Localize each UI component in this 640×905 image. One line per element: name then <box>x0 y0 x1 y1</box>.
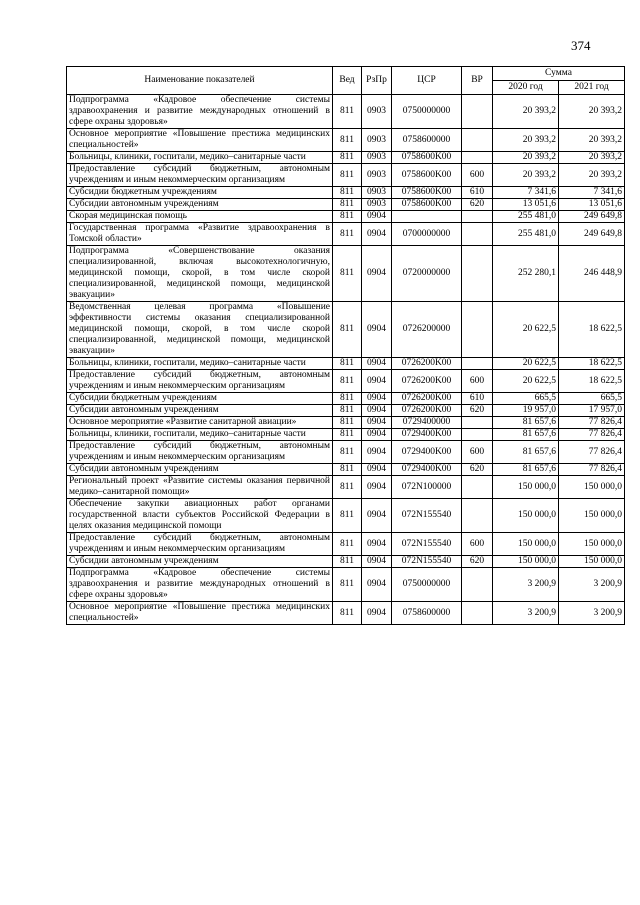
name-cell: Субсидии автономным учреждениям <box>67 199 333 211</box>
table-row <box>67 405 625 417</box>
rzpr-cell: 0903 <box>362 152 392 164</box>
rzpr-cell: 0904 <box>362 223 392 246</box>
name-cell: Предоставление субсидий бюджетным, автономным учреждениям и иным некоммерческим организациям <box>67 441 333 464</box>
sum-2021-cell: 77 826,4 <box>559 464 625 476</box>
header-name: Наименование показателей <box>67 67 333 95</box>
sum-2020-cell: 81 657,6 <box>493 429 559 441</box>
vr-cell: 600 <box>462 533 493 556</box>
csr-cell: 0750000000 <box>392 95 462 129</box>
rzpr-cell: 0904 <box>362 476 392 499</box>
table-row <box>67 358 625 370</box>
sum-2020-cell: 20 393,2 <box>493 95 559 129</box>
name-cell: Субсидии автономным учреждениям <box>67 405 333 417</box>
vr-cell: 620 <box>462 556 493 568</box>
csr-cell: 0758600K00 <box>392 152 462 164</box>
sum-2021-cell: 150 000,0 <box>559 499 625 533</box>
sum-2020-cell: 150 000,0 <box>493 533 559 556</box>
vr-cell: 620 <box>462 199 493 211</box>
sum-2020-cell: 81 657,6 <box>493 417 559 429</box>
name-cell: Подпрограмма «Кадровое обеспечение системы здравоохранения и развитие международных отношений в сфере охраны здоровья» <box>67 95 333 129</box>
csr-cell <box>392 211 462 223</box>
sum-2020-cell: 20 393,2 <box>493 152 559 164</box>
ved-cell: 811 <box>333 533 362 556</box>
sum-2020-cell: 252 280,1 <box>493 246 559 302</box>
csr-cell: 0758600K00 <box>392 187 462 199</box>
name-cell: Региональный проект «Развитие системы оказания первичной медико–санитарной помощи» <box>67 476 333 499</box>
sum-2020-cell: 13 051,6 <box>493 199 559 211</box>
ved-cell: 811 <box>333 152 362 164</box>
ved-cell: 811 <box>333 246 362 302</box>
sum-2021-cell: 77 826,4 <box>559 429 625 441</box>
vr-cell: 620 <box>462 464 493 476</box>
sum-2021-cell: 18 622,5 <box>559 302 625 358</box>
sum-2021-cell: 7 341,6 <box>559 187 625 199</box>
ved-cell: 811 <box>333 199 362 211</box>
csr-cell: 0726200K00 <box>392 393 462 405</box>
rzpr-cell: 0904 <box>362 246 392 302</box>
table-row <box>67 602 625 625</box>
sum-2020-cell: 20 622,5 <box>493 302 559 358</box>
rzpr-cell: 0904 <box>362 441 392 464</box>
table-row <box>67 499 625 533</box>
budget-table <box>66 66 625 625</box>
ved-cell: 811 <box>333 441 362 464</box>
rzpr-cell: 0903 <box>362 199 392 211</box>
vr-cell: 600 <box>462 441 493 464</box>
ved-cell: 811 <box>333 405 362 417</box>
sum-2021-cell: 249 649,8 <box>559 223 625 246</box>
vr-cell <box>462 302 493 358</box>
name-cell: Основное мероприятие «Повышение престижа медицинских специальностей» <box>67 602 333 625</box>
vr-cell <box>462 211 493 223</box>
table-row <box>67 95 625 129</box>
ved-cell: 811 <box>333 464 362 476</box>
header-year-2020: 2020 год <box>493 81 559 95</box>
csr-cell: 0758600000 <box>392 602 462 625</box>
header-sum: Сумма <box>493 67 625 81</box>
sum-2021-cell: 246 448,9 <box>559 246 625 302</box>
vr-cell: 600 <box>462 164 493 187</box>
sum-2021-cell: 18 622,5 <box>559 358 625 370</box>
csr-cell: 0729400K00 <box>392 429 462 441</box>
csr-cell: 0750000000 <box>392 568 462 602</box>
vr-cell <box>462 358 493 370</box>
csr-cell: 0758600K00 <box>392 164 462 187</box>
rzpr-cell: 0903 <box>362 187 392 199</box>
sum-2021-cell: 3 200,9 <box>559 568 625 602</box>
rzpr-cell: 0904 <box>362 370 392 393</box>
csr-cell: 0726200000 <box>392 302 462 358</box>
table-header <box>67 67 625 95</box>
ved-cell: 811 <box>333 429 362 441</box>
ved-cell: 811 <box>333 417 362 429</box>
csr-cell: 0700000000 <box>392 223 462 246</box>
name-cell: Обеспечение закупки авиационных работ органами государственной власти субъектов Российской Федерации в целях оказания медицинской помощи <box>67 499 333 533</box>
page-number: 374 <box>571 38 591 53</box>
vr-cell: 620 <box>462 405 493 417</box>
table-body <box>67 95 625 625</box>
name-cell: Предоставление субсидий бюджетным, автономным учреждениям и иным некоммерческим организациям <box>67 370 333 393</box>
rzpr-cell: 0904 <box>362 211 392 223</box>
sum-2020-cell: 3 200,9 <box>493 602 559 625</box>
table-row <box>67 464 625 476</box>
csr-cell: 0758600000 <box>392 129 462 152</box>
sum-2021-cell: 249 649,8 <box>559 211 625 223</box>
rzpr-cell: 0904 <box>362 533 392 556</box>
vr-cell: 610 <box>462 187 493 199</box>
sum-2020-cell: 81 657,6 <box>493 464 559 476</box>
ved-cell: 811 <box>333 211 362 223</box>
csr-cell: 0758600K00 <box>392 199 462 211</box>
table-row <box>67 199 625 211</box>
vr-cell <box>462 129 493 152</box>
csr-cell: 072N155540 <box>392 533 462 556</box>
name-cell: Скорая медицинская помощь <box>67 211 333 223</box>
header-csr: ЦСР <box>392 67 462 95</box>
ved-cell: 811 <box>333 95 362 129</box>
csr-cell: 0726200K00 <box>392 358 462 370</box>
sum-2020-cell: 20 393,2 <box>493 129 559 152</box>
ved-cell: 811 <box>333 302 362 358</box>
vr-cell <box>462 95 493 129</box>
name-cell: Субсидии автономным учреждениям <box>67 464 333 476</box>
vr-cell <box>462 499 493 533</box>
name-cell: Больницы, клиники, госпитали, медико–санитарные части <box>67 358 333 370</box>
csr-cell: 0729400K00 <box>392 441 462 464</box>
name-cell: Подпрограмма «Кадровое обеспечение системы здравоохранения и развитие международных отношений в сфере охраны здоровья» <box>67 568 333 602</box>
sum-2020-cell: 7 341,6 <box>493 187 559 199</box>
sum-2021-cell: 18 622,5 <box>559 370 625 393</box>
name-cell: Субсидии бюджетным учреждениям <box>67 393 333 405</box>
vr-cell: 610 <box>462 393 493 405</box>
sum-2020-cell: 19 957,0 <box>493 405 559 417</box>
table-row <box>67 164 625 187</box>
table-row <box>67 370 625 393</box>
sum-2020-cell: 20 393,2 <box>493 164 559 187</box>
ved-cell: 811 <box>333 223 362 246</box>
sum-2021-cell: 20 393,2 <box>559 152 625 164</box>
vr-cell <box>462 568 493 602</box>
sum-2020-cell: 150 000,0 <box>493 476 559 499</box>
sum-2020-cell: 255 481,0 <box>493 211 559 223</box>
ved-cell: 811 <box>333 164 362 187</box>
rzpr-cell: 0904 <box>362 429 392 441</box>
sum-2020-cell: 255 481,0 <box>493 223 559 246</box>
name-cell: Предоставление субсидий бюджетным, автономным учреждениям и иным некоммерческим организациям <box>67 164 333 187</box>
ved-cell: 811 <box>333 568 362 602</box>
table-row <box>67 417 625 429</box>
sum-2021-cell: 150 000,0 <box>559 476 625 499</box>
vr-cell <box>462 246 493 302</box>
vr-cell <box>462 417 493 429</box>
table-row <box>67 223 625 246</box>
vr-cell <box>462 476 493 499</box>
table-row <box>67 152 625 164</box>
name-cell: Больницы, клиники, госпитали, медико–санитарные части <box>67 152 333 164</box>
rzpr-cell: 0903 <box>362 129 392 152</box>
csr-cell: 0729400000 <box>392 417 462 429</box>
rzpr-cell: 0903 <box>362 95 392 129</box>
rzpr-cell: 0904 <box>362 358 392 370</box>
sum-2021-cell: 20 393,2 <box>559 129 625 152</box>
name-cell: Подпрограмма «Совершенствование оказания специализированной, включая высокотехнологичную, медицинской помощи, скорой, в том числе скорой специализированной, медицинской помощи, медицинской эвакуации» <box>67 246 333 302</box>
csr-cell: 072N100000 <box>392 476 462 499</box>
name-cell: Основное мероприятие «Повышение престижа медицинских специальностей» <box>67 129 333 152</box>
sum-2021-cell: 77 826,4 <box>559 417 625 429</box>
table-row <box>67 429 625 441</box>
vr-cell: 600 <box>462 370 493 393</box>
ved-cell: 811 <box>333 476 362 499</box>
ved-cell: 811 <box>333 499 362 533</box>
csr-cell: 0726200K00 <box>392 370 462 393</box>
table-row <box>67 476 625 499</box>
ved-cell: 811 <box>333 187 362 199</box>
header-vr: ВР <box>462 67 493 95</box>
name-cell: Ведомственная целевая программа «Повышение эффективности системы оказания специализированной медицинской помощи, скорой, в том числе скорой специализированной, медицинской помощи, медицинской эвакуации» <box>67 302 333 358</box>
sum-2021-cell: 20 393,2 <box>559 164 625 187</box>
sum-2021-cell: 13 051,6 <box>559 199 625 211</box>
ved-cell: 811 <box>333 370 362 393</box>
rzpr-cell: 0903 <box>362 164 392 187</box>
vr-cell <box>462 152 493 164</box>
csr-cell: 072N155540 <box>392 499 462 533</box>
rzpr-cell: 0904 <box>362 568 392 602</box>
header-year-2021: 2021 год <box>559 81 625 95</box>
csr-cell: 0729400K00 <box>392 464 462 476</box>
ved-cell: 811 <box>333 556 362 568</box>
ved-cell: 811 <box>333 602 362 625</box>
table-row <box>67 533 625 556</box>
sum-2020-cell: 150 000,0 <box>493 499 559 533</box>
table-row <box>67 246 625 302</box>
name-cell: Государственная программа «Развитие здравоохранения в Томской области» <box>67 223 333 246</box>
vr-cell <box>462 429 493 441</box>
sum-2020-cell: 20 622,5 <box>493 370 559 393</box>
sum-2020-cell: 665,5 <box>493 393 559 405</box>
table-row <box>67 441 625 464</box>
rzpr-cell: 0904 <box>362 464 392 476</box>
sum-2020-cell: 20 622,5 <box>493 358 559 370</box>
ved-cell: 811 <box>333 129 362 152</box>
sum-2020-cell: 150 000,0 <box>493 556 559 568</box>
table-row <box>67 302 625 358</box>
sum-2021-cell: 150 000,0 <box>559 556 625 568</box>
rzpr-cell: 0904 <box>362 393 392 405</box>
sum-2021-cell: 3 200,9 <box>559 602 625 625</box>
sum-2021-cell: 20 393,2 <box>559 95 625 129</box>
name-cell: Больницы, клиники, госпитали, медико–санитарные части <box>67 429 333 441</box>
name-cell: Субсидии бюджетным учреждениям <box>67 187 333 199</box>
csr-cell: 0726200K00 <box>392 405 462 417</box>
sum-2021-cell: 17 957,0 <box>559 405 625 417</box>
rzpr-cell: 0904 <box>362 602 392 625</box>
vr-cell <box>462 602 493 625</box>
csr-cell: 0720000000 <box>392 246 462 302</box>
rzpr-cell: 0904 <box>362 405 392 417</box>
table-row <box>67 187 625 199</box>
table-row <box>67 568 625 602</box>
rzpr-cell: 0904 <box>362 499 392 533</box>
rzpr-cell: 0904 <box>362 302 392 358</box>
vr-cell <box>462 223 493 246</box>
name-cell: Предоставление субсидий бюджетным, автономным учреждениям и иным некоммерческим организациям <box>67 533 333 556</box>
name-cell: Субсидии автономным учреждениям <box>67 556 333 568</box>
table-row <box>67 556 625 568</box>
header-ved: Вед <box>333 67 362 95</box>
ved-cell: 811 <box>333 393 362 405</box>
table-row <box>67 211 625 223</box>
rzpr-cell: 0904 <box>362 556 392 568</box>
name-cell: Основное мероприятие «Развитие санитарной авиации» <box>67 417 333 429</box>
rzpr-cell: 0904 <box>362 417 392 429</box>
sum-2020-cell: 81 657,6 <box>493 441 559 464</box>
csr-cell: 072N155540 <box>392 556 462 568</box>
ved-cell: 811 <box>333 358 362 370</box>
table-row <box>67 393 625 405</box>
sum-2021-cell: 150 000,0 <box>559 533 625 556</box>
header-rzpr: РзПр <box>362 67 392 95</box>
sum-2020-cell: 3 200,9 <box>493 568 559 602</box>
sum-2021-cell: 665,5 <box>559 393 625 405</box>
sum-2021-cell: 77 826,4 <box>559 441 625 464</box>
table-row <box>67 129 625 152</box>
